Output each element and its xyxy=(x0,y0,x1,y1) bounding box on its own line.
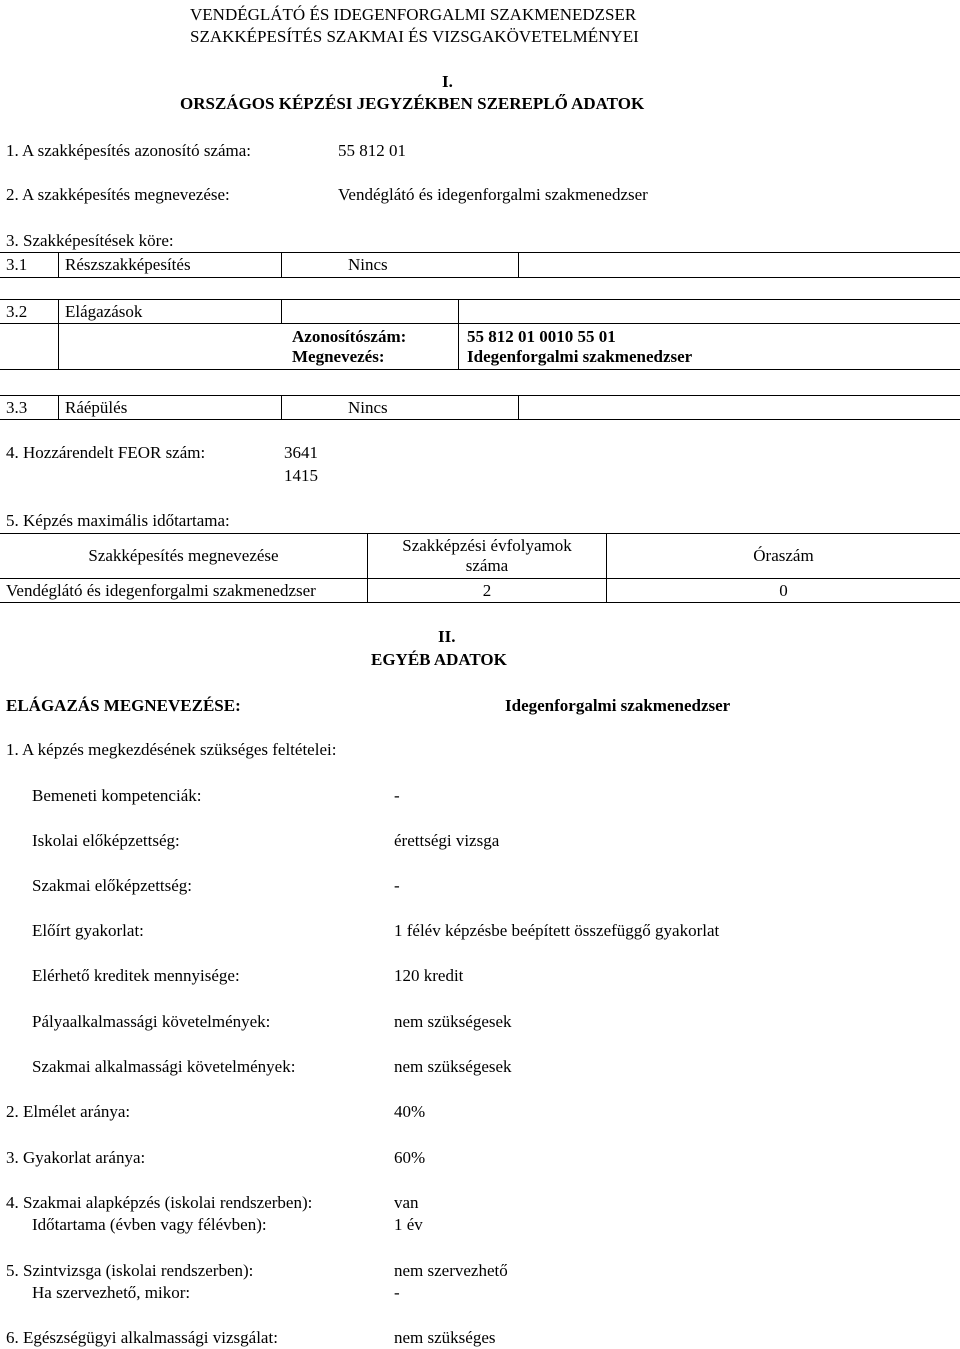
item33-number: 3.3 xyxy=(0,396,59,420)
theory-ratio-label: 2. Elmélet aránya: xyxy=(6,1102,131,1121)
cond-value-input-competencies: - xyxy=(394,786,400,805)
item31-value: Nincs xyxy=(282,253,519,278)
basic-training-label: 4. Szakmai alapképzés (iskolai rendszerben): xyxy=(6,1193,313,1212)
section2-title: EGYÉB ADATOK xyxy=(371,650,507,669)
branch-name-heading: ELÁGAZÁS MEGNEVEZÉSE: xyxy=(6,696,241,715)
duration-row-hours: 0 xyxy=(607,579,960,603)
health-check-value: nem szükséges xyxy=(394,1328,496,1347)
doc-title-line2: SZAKKÉPESÍTÉS SZAKMAI ÉS VIZSGAKÖVETELMÉNYEI xyxy=(190,27,639,46)
item32-values xyxy=(459,324,960,370)
table-add-on xyxy=(0,395,960,420)
item31-number: 3.1 xyxy=(0,253,59,278)
cond-value-required-practice: 1 félév képzésbe beépített összefüggő gyakorlat xyxy=(394,921,720,940)
duration-row-years: 2 xyxy=(368,579,607,603)
duration-col-hours-header: Óraszám xyxy=(607,534,960,579)
conditions-title: 1. A képzés megkezdésének szükséges feltételei: xyxy=(6,740,337,759)
level-exam-label: 5. Szintvizsga (iskolai rendszerben): xyxy=(6,1261,254,1280)
item32-blank xyxy=(0,324,59,370)
practice-ratio-label: 3. Gyakorlat aránya: xyxy=(6,1148,146,1167)
health-check-label: 6. Egészségügyi alkalmassági vizsgálat: xyxy=(6,1328,278,1347)
cond-value-credits: 120 kredit xyxy=(394,966,464,985)
branch-id-value: 55 812 01 0010 55 01 xyxy=(467,326,616,346)
branch-id-label: Azonosítószám: xyxy=(292,326,407,346)
duration-row-name: Vendéglátó és idegenforgalmi szakmenedzser xyxy=(0,579,368,603)
item31-empty xyxy=(519,253,960,278)
duration-col-years-line2: száma xyxy=(465,556,509,575)
basic-training-duration-label: Időtartama (évben vagy félévben): xyxy=(32,1215,267,1234)
basic-training-duration-value: 1 év xyxy=(394,1215,423,1234)
item32-empty-b xyxy=(459,300,960,324)
duration-col-name-header: Szakképesítés megnevezése xyxy=(0,534,368,579)
cond-label-required-practice: Előírt gyakorlat: xyxy=(32,921,144,940)
branch-name-value: Idegenforgalmi szakmenedzser xyxy=(467,346,693,366)
item4-value2: 1415 xyxy=(284,466,318,485)
cond-value-professional-aptitude: nem szükségesek xyxy=(394,1057,512,1076)
cond-label-professional-aptitude: Szakmai alkalmassági követelmények: xyxy=(32,1057,296,1076)
item33-empty xyxy=(519,396,960,420)
level-exam-value: nem szervezhető xyxy=(394,1261,508,1280)
item32-keys xyxy=(59,324,459,370)
item32-empty-a xyxy=(282,300,459,324)
item2-label: 2. A szakképesítés megnevezése: xyxy=(6,185,230,204)
branch-name-label: Megnevezés: xyxy=(292,346,385,366)
duration-col-years-header xyxy=(368,534,607,579)
basic-training-value: van xyxy=(394,1193,419,1212)
cond-value-professional-education: - xyxy=(394,876,400,895)
cond-label-input-competencies: Bemeneti kompetenciák: xyxy=(32,786,202,805)
item1-label: 1. A szakképesítés azonosító száma: xyxy=(6,141,252,160)
item31-label: Részszakképesítés xyxy=(59,253,282,278)
item5-label: 5. Képzés maximális időtartama: xyxy=(6,511,230,530)
cond-value-school-education: érettségi vizsga xyxy=(394,831,500,850)
cond-label-professional-education: Szakmai előképzettség: xyxy=(32,876,193,895)
section1-title: ORSZÁGOS KÉPZÉSI JEGYZÉKBEN SZEREPLŐ ADATOK xyxy=(180,94,645,113)
item32-number: 3.2 xyxy=(0,300,59,324)
theory-ratio-value: 40% xyxy=(394,1102,426,1121)
cond-label-credits: Elérhető kreditek mennyisége: xyxy=(32,966,240,985)
level-exam-when-value: - xyxy=(394,1283,400,1302)
cond-label-career-aptitude: Pályaalkalmassági követelmények: xyxy=(32,1012,271,1031)
branch-name-text: Idegenforgalmi szakmenedzser xyxy=(505,696,731,715)
level-exam-when-label: Ha szervezhető, mikor: xyxy=(32,1283,191,1302)
table-duration xyxy=(0,533,960,603)
cond-value-career-aptitude: nem szükségesek xyxy=(394,1012,512,1031)
doc-title-line1: VENDÉGLÁTÓ ÉS IDEGENFORGALMI SZAKMENEDZSER xyxy=(190,5,637,24)
cond-label-school-education: Iskolai előképzettség: xyxy=(32,831,180,850)
section1-number: I. xyxy=(442,72,453,91)
item3-label: 3. Szakképesítések köre: xyxy=(6,231,174,250)
item2-value: Vendéglátó és idegenforgalmi szakmenedzser xyxy=(338,185,648,204)
section2-number: II. xyxy=(438,627,456,646)
item32-label: Elágazások xyxy=(59,300,282,324)
item4-label: 4. Hozzárendelt FEOR szám: xyxy=(6,443,206,462)
table-partial-qualification xyxy=(0,252,960,278)
table-branches xyxy=(0,299,960,370)
practice-ratio-value: 60% xyxy=(394,1148,426,1167)
item1-value: 55 812 01 xyxy=(338,141,406,160)
item33-value: Nincs xyxy=(282,396,519,420)
duration-col-years-line1: Szakképzési évfolyamok xyxy=(402,536,572,555)
item4-value1: 3641 xyxy=(284,443,318,462)
item33-label: Ráépülés xyxy=(59,396,282,420)
